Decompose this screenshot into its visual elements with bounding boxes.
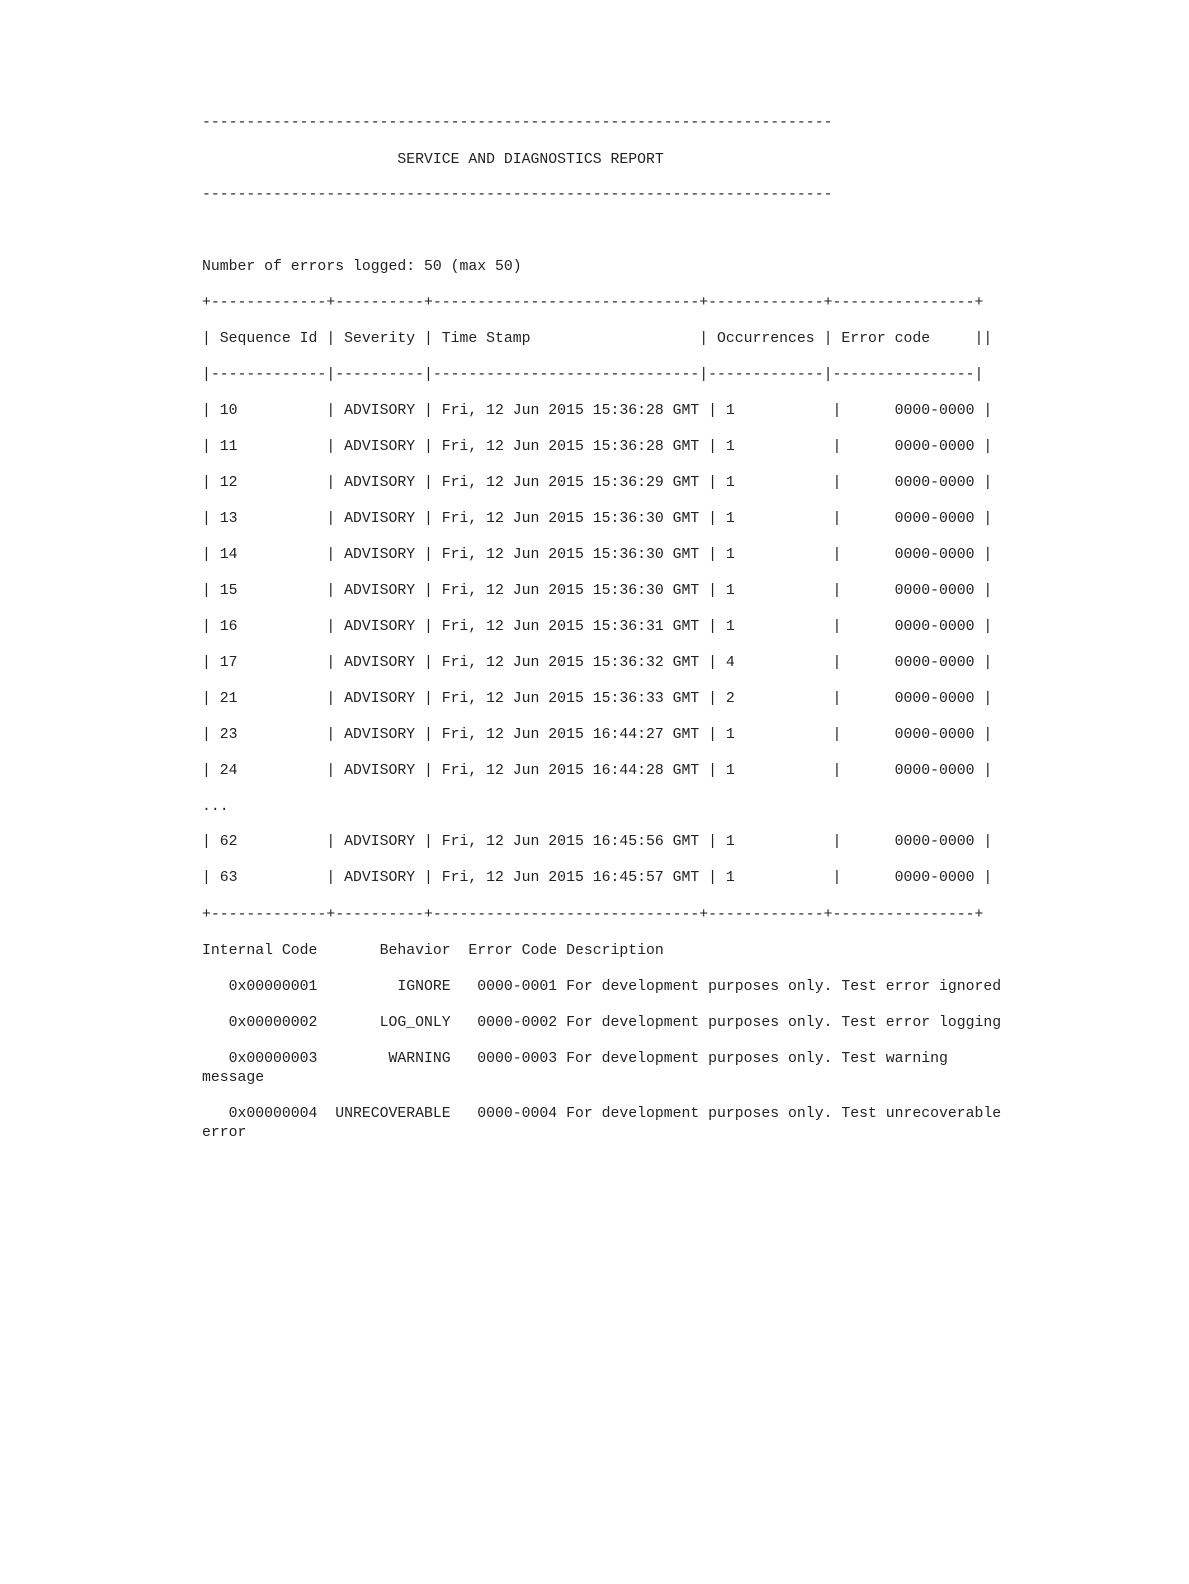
table-row: | 24 | ADVISORY | Fri, 12 Jun 2015 16:44:28 GMT | 1 | 0000-0000 | bbox=[202, 763, 993, 779]
table-row: | 21 | ADVISORY | Fri, 12 Jun 2015 15:36:33 GMT | 2 | 0000-0000 | bbox=[202, 691, 993, 707]
table-row: | 17 | ADVISORY | Fri, 12 Jun 2015 15:36:32 GMT | 4 | 0000-0000 | bbox=[202, 655, 993, 671]
bottom-rule: ----------------------------------------------------------------------- bbox=[202, 187, 833, 203]
errors-logged-summary: Number of errors logged: 50 (max 50) bbox=[202, 259, 522, 275]
table-row: | 62 | ADVISORY | Fri, 12 Jun 2015 16:45:56 GMT | 1 | 0000-0000 | bbox=[202, 834, 993, 850]
rows-omitted-ellipsis: ... bbox=[202, 799, 229, 815]
code-table-header: Internal Code Behavior Error Code Description bbox=[202, 943, 664, 959]
table-header-separator: |-------------|----------|------------------------------|-------------|----------------| bbox=[202, 367, 984, 383]
code-table-row: 0x00000003 WARNING 0000-0003 For development purposes only. Test warning message bbox=[202, 1051, 948, 1086]
table-row: | 16 | ADVISORY | Fri, 12 Jun 2015 15:36:31 GMT | 1 | 0000-0000 | bbox=[202, 619, 993, 635]
code-table-row: 0x00000001 IGNORE 0000-0001 For development purposes only. Test error ignored bbox=[202, 979, 1002, 995]
code-table-row: 0x00000002 LOG_ONLY 0000-0002 For development purposes only. Test error logging bbox=[202, 1015, 1002, 1031]
table-row: | 15 | ADVISORY | Fri, 12 Jun 2015 15:36:30 GMT | 1 | 0000-0000 | bbox=[202, 583, 993, 599]
table-row: | 10 | ADVISORY | Fri, 12 Jun 2015 15:36:28 GMT | 1 | 0000-0000 | bbox=[202, 403, 993, 419]
code-table-row: 0x00000004 UNRECOVERABLE 0000-0004 For development purposes only. Test unrecoverable error bbox=[202, 1106, 1002, 1141]
table-row: | 23 | ADVISORY | Fri, 12 Jun 2015 16:44:27 GMT | 1 | 0000-0000 | bbox=[202, 727, 993, 743]
report-title: SERVICE AND DIAGNOSTICS REPORT bbox=[202, 152, 664, 168]
table-header-row: | Sequence Id | Severity | Time Stamp | Occurrences | Error code || bbox=[202, 331, 993, 347]
table-border-bottom: +-------------+----------+------------------------------+-------------+----------------+ bbox=[202, 907, 984, 923]
top-rule: ----------------------------------------------------------------------- bbox=[202, 115, 833, 131]
table-row: | 12 | ADVISORY | Fri, 12 Jun 2015 15:36:29 GMT | 1 | 0000-0000 | bbox=[202, 475, 993, 491]
table-row: | 13 | ADVISORY | Fri, 12 Jun 2015 15:36:30 GMT | 1 | 0000-0000 | bbox=[202, 511, 993, 527]
table-row: | 11 | ADVISORY | Fri, 12 Jun 2015 15:36:28 GMT | 1 | 0000-0000 | bbox=[202, 439, 993, 455]
table-row: | 63 | ADVISORY | Fri, 12 Jun 2015 16:45:57 GMT | 1 | 0000-0000 | bbox=[202, 870, 993, 886]
table-row: | 14 | ADVISORY | Fri, 12 Jun 2015 15:36:30 GMT | 1 | 0000-0000 | bbox=[202, 547, 993, 563]
table-border-top: +-------------+----------+------------------------------+-------------+----------------+ bbox=[202, 295, 984, 311]
